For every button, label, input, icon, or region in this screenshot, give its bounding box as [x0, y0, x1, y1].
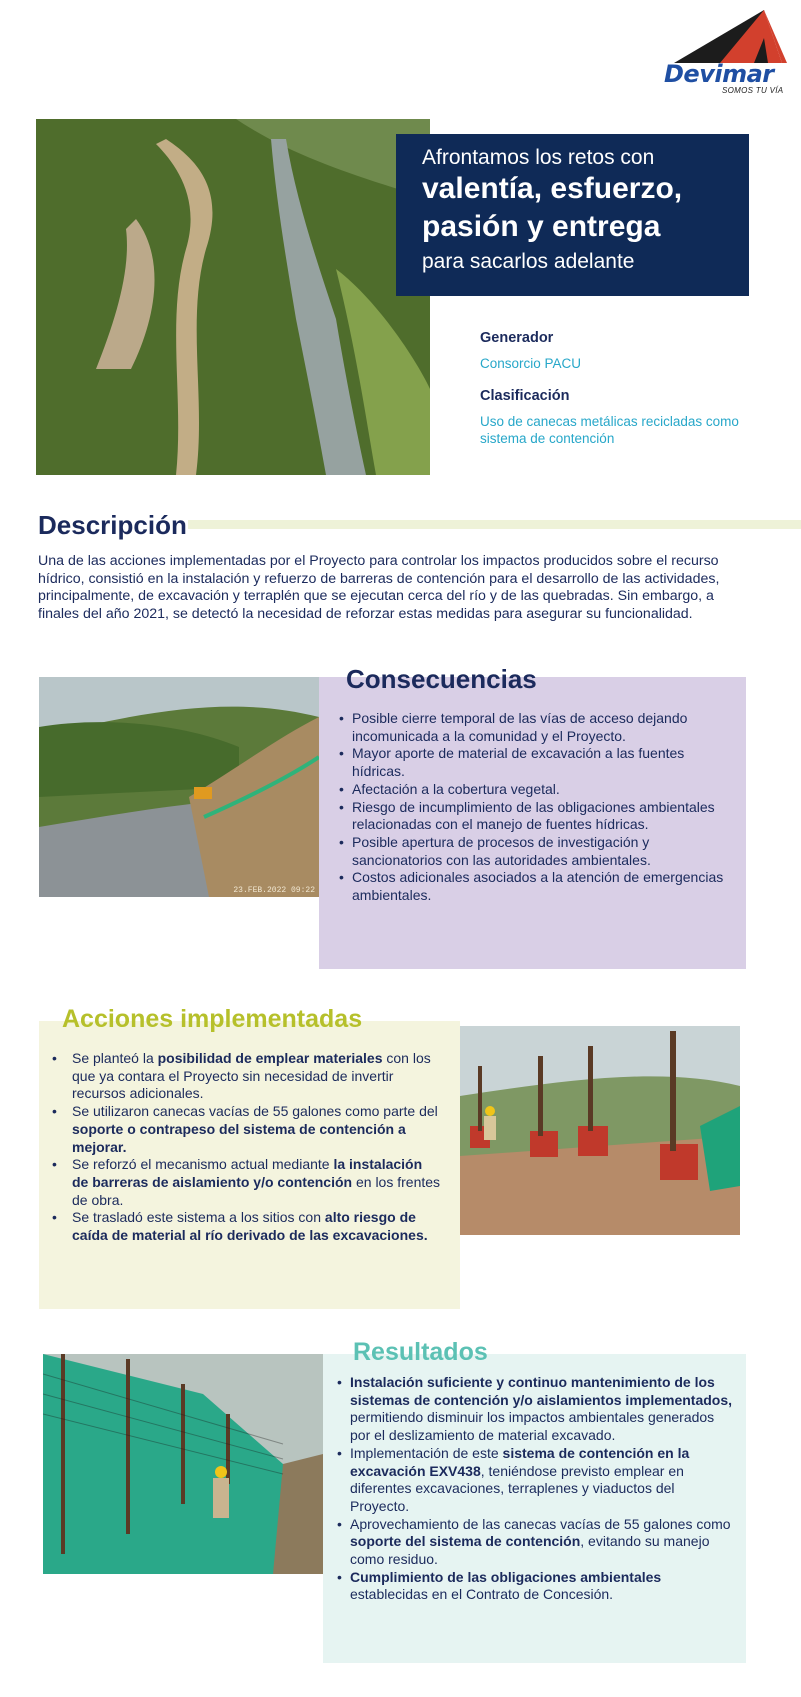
logo-mountain-icon [664, 8, 794, 68]
hero-line-1: Afrontamos los retos con [422, 146, 655, 169]
list-item: • Se reforzó el mecanismo actual mediante la instalación de barreras de aislamiento y/o contención en los frentes de obra. [52, 1156, 442, 1209]
list-item: • Posible apertura de procesos de investigación y sancionatorios con las autoridades ambientales. [338, 834, 733, 869]
actions-list [52, 1050, 442, 1245]
list-item: • Riesgo de incumplimiento de las obligaciones ambientales relacionadas con el manejo de fuentes hídricas. [338, 799, 733, 834]
mesh-barrier-photo [43, 1354, 323, 1574]
classification-value: Uso de canecas metálicas recicladas como sistema de contención [480, 414, 739, 446]
list-item: • Posible cierre temporal de las vías de acceso dejando incomunicada a la comunidad y el Proyecto. [338, 710, 733, 745]
list-item: • Mayor aporte de material de excavación a las fuentes hídricas. [338, 745, 733, 780]
generator-label: Generador [480, 330, 554, 346]
consequences-title: Consecuencias [346, 664, 537, 694]
list-item: • Afectación a la cobertura vegetal. [338, 781, 733, 799]
barrels-construction-photo [460, 1026, 740, 1235]
consequences-list [338, 710, 733, 905]
river-excavation-photo [39, 677, 319, 897]
actions-title: Acciones implementadas [62, 1005, 363, 1033]
description-text: Una de las acciones implementadas por el Proyecto para controlar los impactos producidos sobre el recurso hídrico, consistió en la instalación y refuerzo de barreras de contención para el desarrollo de las actividades, principalmente, de excavación y terraplén que se ejecutan cerca del río y de las quebradas. Sin embargo, a finales del año 2021, se detectó la necesidad de reforzar estas medidas para asegurar su funcionalidad. [38, 553, 720, 622]
list-item: • Se utilizaron canecas vacías de 55 galones como parte del soporte o contrapeso del sistema de contención a mejorar. [52, 1103, 442, 1156]
hero-banner [396, 134, 749, 296]
description-divider-bar [188, 520, 801, 529]
hero-line-3: para sacarlos adelante [422, 250, 635, 273]
devimar-logo [664, 8, 794, 98]
generator-value: Consorcio PACU [480, 356, 582, 371]
description-title: Descripción [38, 510, 187, 540]
list-item: • Implementación de este sistema de contención en la excavación EXV438, teniéndose previsto emplear en diferentes excavaciones, terraplenes y viaductos del Proyecto. [336, 1445, 736, 1516]
hero-aerial-photo [36, 119, 430, 475]
logo-wordmark: Devimar [664, 60, 774, 88]
logo-tagline: SOMOS TU VÍA [722, 86, 784, 95]
results-list [336, 1374, 736, 1604]
results-title: Resultados [353, 1338, 488, 1366]
list-item: • Cumplimiento de las obligaciones ambientales establecidas en el Contrato de Concesión. [336, 1569, 736, 1604]
list-item: • Se planteó la posibilidad de emplear materiales con los que ya contara el Proyecto sin necesidad de invertir recursos adicionales. [52, 1050, 442, 1103]
photo-timestamp: 23.FEB.2022 09:22 [233, 886, 315, 895]
hero-line-2b: pasión y entrega [422, 210, 661, 243]
list-item: • Instalación suficiente y continuo mantenimiento de los sistemas de contención y/o aislamientos implementados, permitiendo disminuir los impactos ambientales generados por el deslizamiento de material excavado. [336, 1374, 736, 1445]
hero-line-2a: valentía, esfuerzo, [422, 172, 683, 205]
list-item: • Aprovechamiento de las canecas vacías de 55 galones como soporte del sistema de contención, evitando su manejo como residuo. [336, 1516, 736, 1569]
classification-label: Clasificación [480, 388, 570, 404]
list-item: • Se trasladó este sistema a los sitios con alto riesgo de caída de material al río derivado de las excavaciones. [52, 1209, 442, 1244]
list-item: • Costos adicionales asociados a la atención de emergencias ambientales. [338, 869, 733, 904]
